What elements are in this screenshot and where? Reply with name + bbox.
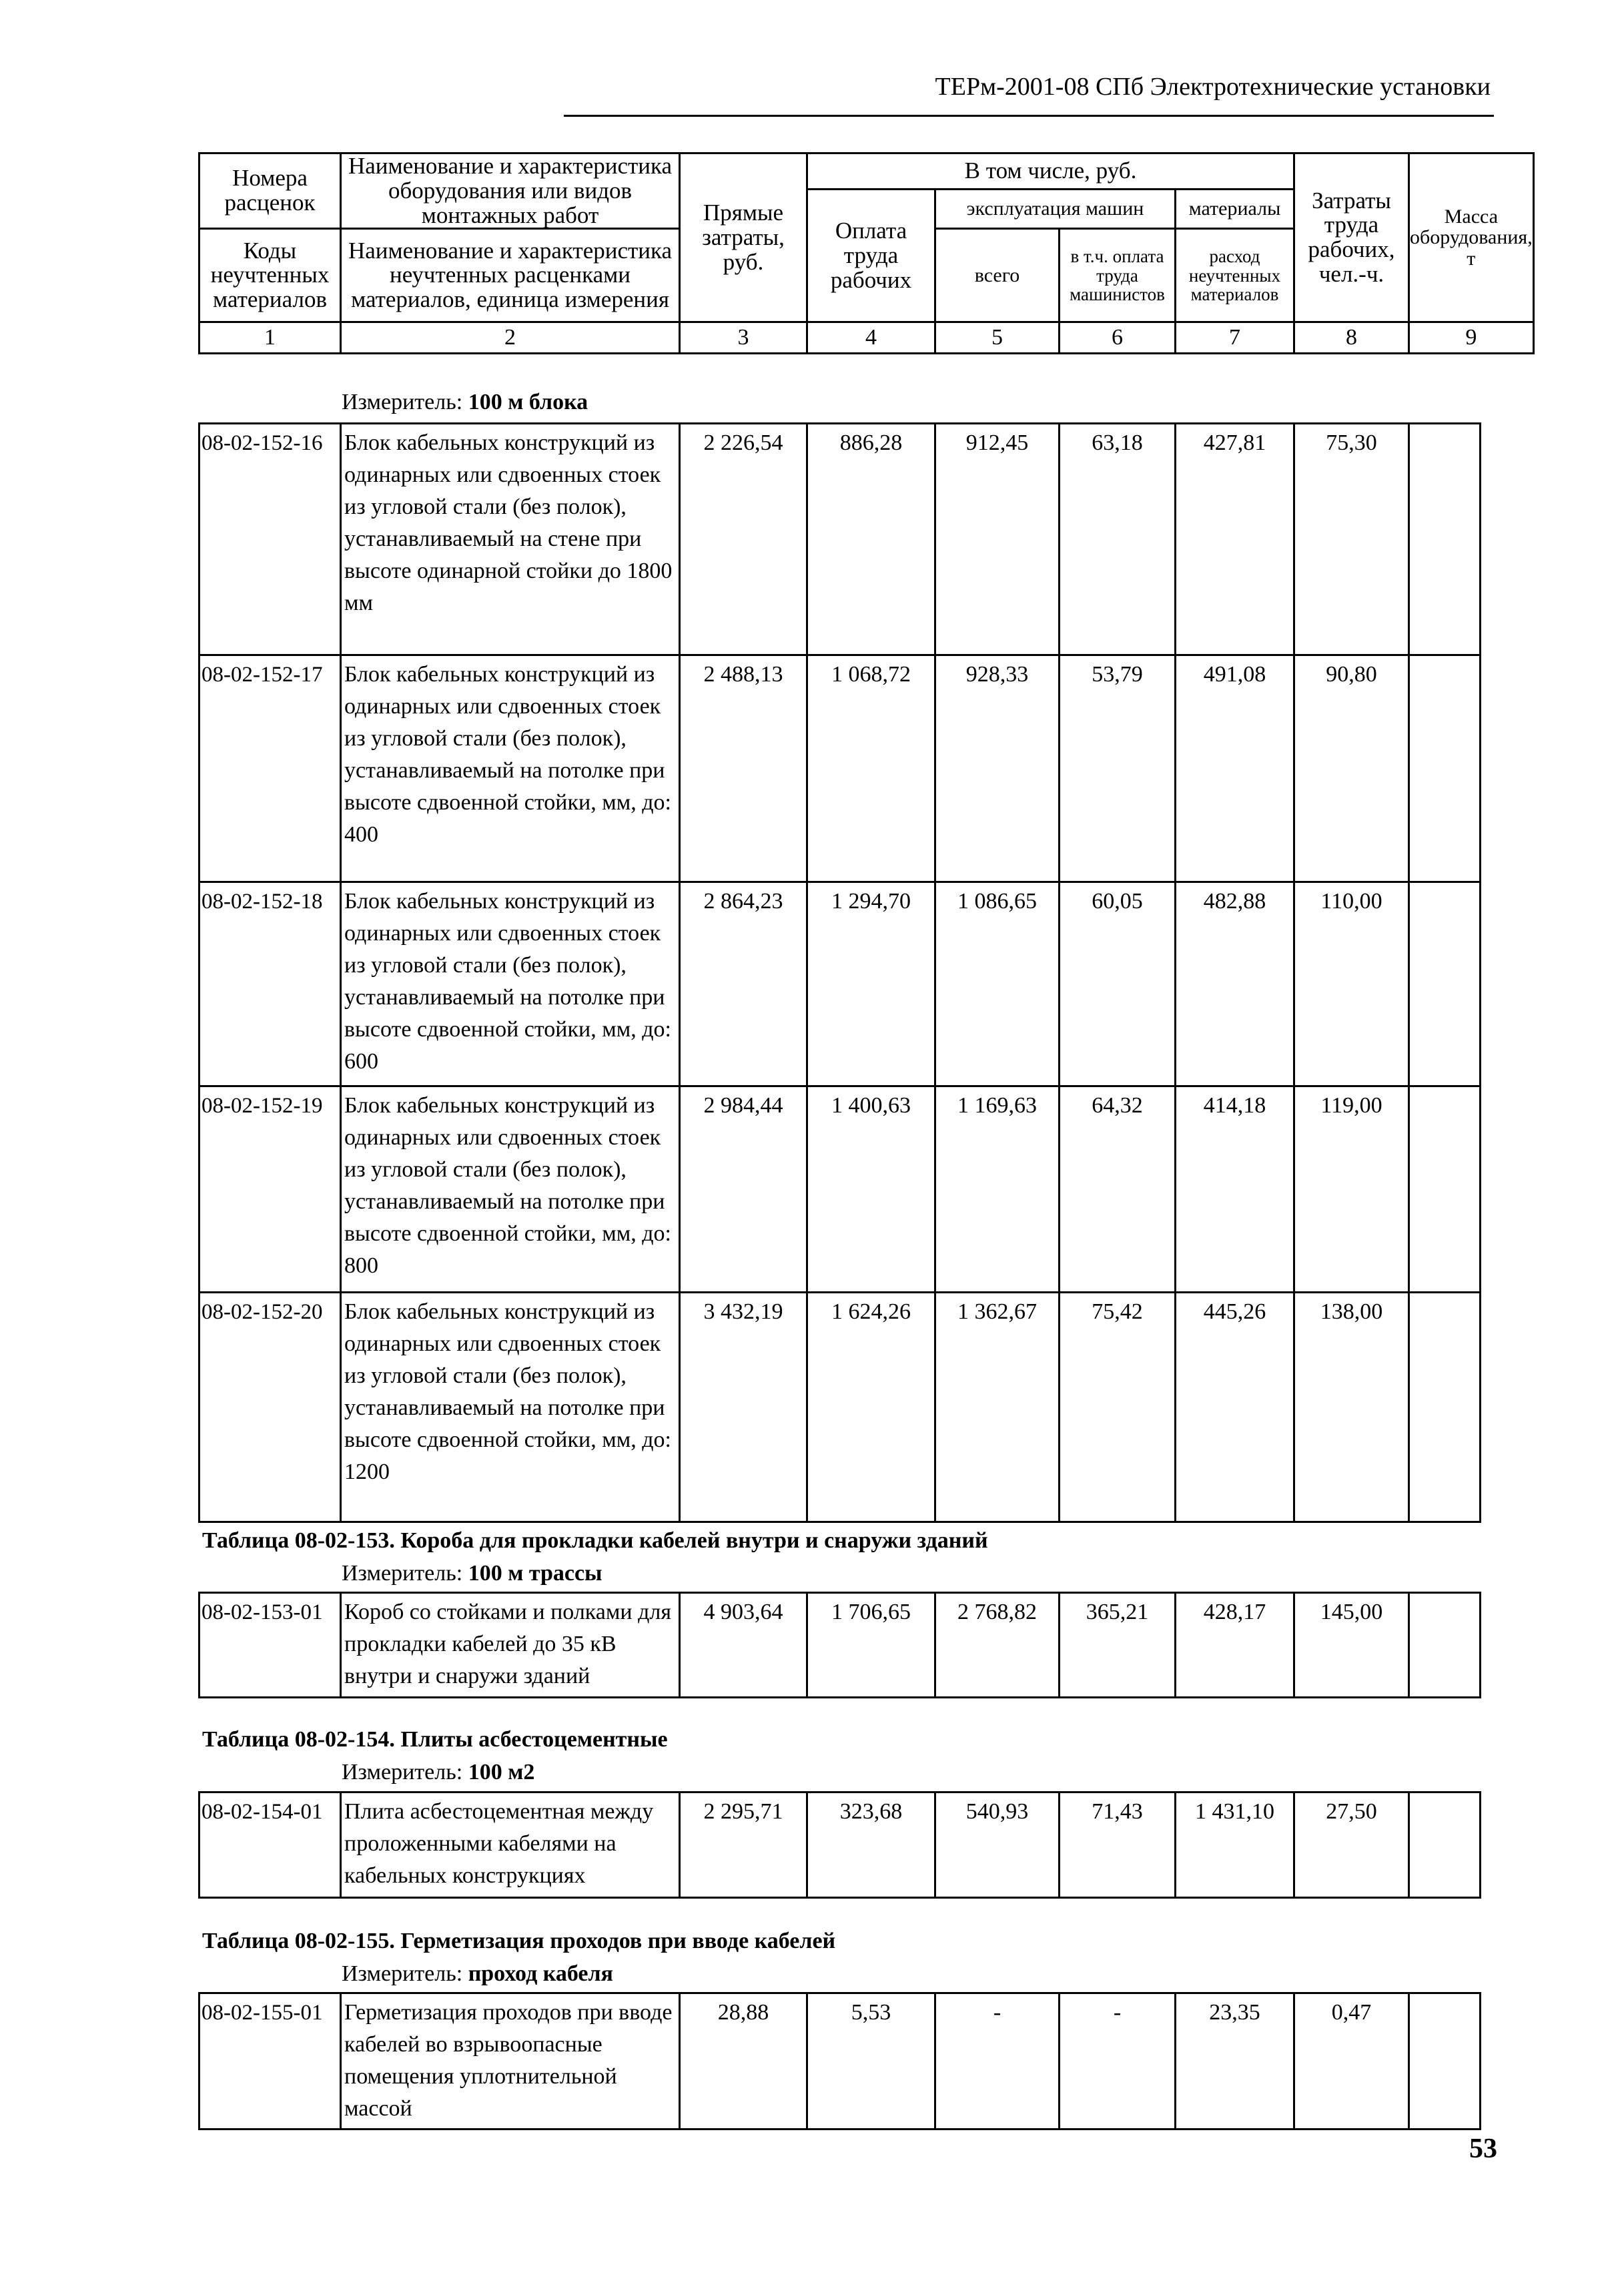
table-row <box>199 1792 1481 1898</box>
running-head: ТЕРм-2001-08 СПб Электротехнические установки <box>935 73 1491 101</box>
materials-cost: 428,17 <box>1176 1593 1294 1698</box>
machinist-pay: 53,79 <box>1060 655 1176 882</box>
labor-hours: 27,50 <box>1294 1792 1409 1898</box>
rate-code: 08-02-154-01 <box>199 1792 341 1898</box>
table-row <box>199 882 1481 1086</box>
header-material-consumption: расход неучтенных материалов <box>1176 229 1294 322</box>
equipment-mass <box>1409 1086 1481 1293</box>
equipment-mass <box>1409 424 1481 655</box>
rates-table <box>198 1992 1481 2130</box>
equipment-mass <box>1409 1993 1481 2130</box>
measure-unit: 100 м2 <box>468 1760 535 1784</box>
direct-costs: 2 984,44 <box>680 1086 807 1293</box>
worker-pay: 1 624,26 <box>807 1293 935 1522</box>
column-number: 8 <box>1294 322 1409 354</box>
worker-pay: 1 706,65 <box>807 1593 935 1698</box>
machines-total: 928,33 <box>935 655 1060 882</box>
header-machine-operation: эксплуатация машин <box>935 190 1176 229</box>
machinist-pay: 71,43 <box>1060 1792 1176 1898</box>
header-machines-total: всего <box>935 229 1060 322</box>
table-row <box>199 1086 1481 1293</box>
header-including: В том числе, руб. <box>807 153 1294 190</box>
column-number: 7 <box>1176 322 1294 354</box>
machines-total: 912,45 <box>935 424 1060 655</box>
header-material-name: Наименование и характеристика неучтенных расценками материалов, единица измерения <box>341 229 680 322</box>
rate-code: 08-02-153-01 <box>199 1593 341 1698</box>
machines-total: 540,93 <box>935 1792 1060 1898</box>
header-rate-numbers: Номера расценок <box>199 153 341 229</box>
direct-costs: 2 488,13 <box>680 655 807 882</box>
machines-total: 1 362,67 <box>935 1293 1060 1522</box>
direct-costs: 3 432,19 <box>680 1293 807 1522</box>
header-equipment-mass: Масса оборудования, т <box>1409 153 1534 322</box>
direct-costs: 28,88 <box>680 1993 807 2130</box>
equipment-mass <box>1409 655 1481 882</box>
rate-description: Плита асбестоцементная между проложенными кабелями на кабельных конструкциях <box>341 1792 680 1898</box>
direct-costs: 2 295,71 <box>680 1792 807 1898</box>
column-number: 2 <box>341 322 680 354</box>
column-number: 6 <box>1060 322 1176 354</box>
materials-cost: 445,26 <box>1176 1293 1294 1522</box>
column-number: 3 <box>680 322 807 354</box>
direct-costs: 2 226,54 <box>680 424 807 655</box>
header-worker-pay: Оплата труда рабочих <box>807 190 935 322</box>
labor-hours: 110,00 <box>1294 882 1409 1086</box>
header-labor-hours: Затраты труда рабочих, чел.-ч. <box>1294 153 1409 322</box>
table-row <box>199 424 1481 655</box>
table-row <box>199 1993 1481 2130</box>
direct-costs: 2 864,23 <box>680 882 807 1086</box>
measure-unit: 100 м трассы <box>468 1561 602 1586</box>
rate-code: 08-02-152-17 <box>199 655 341 882</box>
header-direct-costs: Прямые затраты, руб. <box>680 153 807 322</box>
header-unaccounted-codes: Коды неучтенных материалов <box>199 229 341 322</box>
rate-description: Блок кабельных конструкций из одинарных или сдвоенных стоек из угловой стали (без полок), устанавливаемый на стене при высоте одинарной стойки до 1800 мм <box>341 424 680 655</box>
labor-hours: 138,00 <box>1294 1293 1409 1522</box>
machinist-pay: 64,32 <box>1060 1086 1176 1293</box>
measure-line <box>342 1961 613 1987</box>
equipment-mass <box>1409 1293 1481 1522</box>
header-materials: материалы <box>1176 190 1294 229</box>
table-title: Таблица 08-02-154. Плиты асбестоцементные <box>202 1727 668 1752</box>
table-title: Таблица 08-02-155. Герметизация проходов при вводе кабелей <box>202 1929 836 1953</box>
column-number: 5 <box>935 322 1060 354</box>
header-number-row <box>199 322 1534 354</box>
rate-description: Короб со стойками и полками для прокладки кабелей до 35 кВ внутри и снаружи зданий <box>341 1593 680 1698</box>
machines-total: 2 768,82 <box>935 1593 1060 1698</box>
labor-hours: 0,47 <box>1294 1993 1409 2130</box>
machines-total: - <box>935 1993 1060 2130</box>
header-machinist-pay: в т.ч. оплата труда машинистов <box>1060 229 1176 322</box>
materials-cost: 482,88 <box>1176 882 1294 1086</box>
worker-pay: 1 400,63 <box>807 1086 935 1293</box>
rate-code: 08-02-155-01 <box>199 1993 341 2130</box>
measure-label: Измеритель: <box>342 1561 463 1586</box>
machinist-pay: 75,42 <box>1060 1293 1176 1522</box>
rate-code: 08-02-152-19 <box>199 1086 341 1293</box>
rate-description: Блок кабельных конструкций из одинарных или сдвоенных стоек из угловой стали (без полок), устанавливаемый на потолке при высоте сдвоенной стойки, мм, до: 400 <box>341 655 680 882</box>
measure-label: Измеритель: <box>342 1760 463 1784</box>
machinist-pay: 365,21 <box>1060 1593 1176 1698</box>
table-row <box>199 1293 1481 1522</box>
measure-line <box>342 390 588 415</box>
table-row <box>199 655 1481 882</box>
measure-label: Измеритель: <box>342 1961 463 1986</box>
measure-label: Измеритель: <box>342 390 463 414</box>
rate-description: Блок кабельных конструкций из одинарных или сдвоенных стоек из угловой стали (без полок), устанавливаемый на потолке при высоте сдвоенной стойки, мм, до: 800 <box>341 1086 680 1293</box>
rate-description: Блок кабельных конструкций из одинарных или сдвоенных стоек из угловой стали (без полок), устанавливаемый на потолке при высоте сдвоенной стойки, мм, до: 600 <box>341 882 680 1086</box>
rate-description: Блок кабельных конструкций из одинарных или сдвоенных стоек из угловой стали (без полок), устанавливаемый на потолке при высоте сдвоенной стойки, мм, до: 1200 <box>341 1293 680 1522</box>
equipment-mass <box>1409 882 1481 1086</box>
rates-table <box>198 1791 1481 1899</box>
rate-code: 08-02-152-16 <box>199 424 341 655</box>
labor-hours: 75,30 <box>1294 424 1409 655</box>
labor-hours: 145,00 <box>1294 1593 1409 1698</box>
measure-unit: 100 м блока <box>468 390 588 414</box>
table-row <box>199 1593 1481 1698</box>
materials-cost: 1 431,10 <box>1176 1792 1294 1898</box>
machinist-pay: - <box>1060 1993 1176 2130</box>
column-number: 1 <box>199 322 341 354</box>
materials-cost: 23,35 <box>1176 1993 1294 2130</box>
measure-line <box>342 1561 602 1586</box>
column-number: 4 <box>807 322 935 354</box>
materials-cost: 414,18 <box>1176 1086 1294 1293</box>
column-number: 9 <box>1409 322 1534 354</box>
worker-pay: 323,68 <box>807 1792 935 1898</box>
measure-unit: проход кабеля <box>468 1961 613 1986</box>
worker-pay: 886,28 <box>807 424 935 655</box>
equipment-mass <box>1409 1593 1481 1698</box>
rate-description: Герметизация проходов при вводе кабелей во взрывоопасные помещения уплотнительной массой <box>341 1993 680 2130</box>
header-rule <box>564 115 1494 117</box>
machinist-pay: 60,05 <box>1060 882 1176 1086</box>
machines-total: 1 169,63 <box>935 1086 1060 1293</box>
measure-line <box>342 1760 534 1785</box>
machinist-pay: 63,18 <box>1060 424 1176 655</box>
column-header-table <box>198 152 1535 354</box>
labor-hours: 90,80 <box>1294 655 1409 882</box>
materials-cost: 491,08 <box>1176 655 1294 882</box>
worker-pay: 1 294,70 <box>807 882 935 1086</box>
worker-pay: 5,53 <box>807 1993 935 2130</box>
worker-pay: 1 068,72 <box>807 655 935 882</box>
header-work-name: Наименование и характеристика оборудования или видов монтажных работ <box>341 153 680 229</box>
labor-hours: 119,00 <box>1294 1086 1409 1293</box>
rates-table <box>198 1592 1481 1698</box>
machines-total: 1 086,65 <box>935 882 1060 1086</box>
rate-code: 08-02-152-18 <box>199 882 341 1086</box>
rates-table <box>198 422 1481 1523</box>
direct-costs: 4 903,64 <box>680 1593 807 1698</box>
rate-code: 08-02-152-20 <box>199 1293 341 1522</box>
page-number: 53 <box>1469 2134 1497 2164</box>
table-title: Таблица 08-02-153. Короба для прокладки кабелей внутри и снаружи зданий <box>202 1528 988 1553</box>
equipment-mass <box>1409 1792 1481 1898</box>
materials-cost: 427,81 <box>1176 424 1294 655</box>
